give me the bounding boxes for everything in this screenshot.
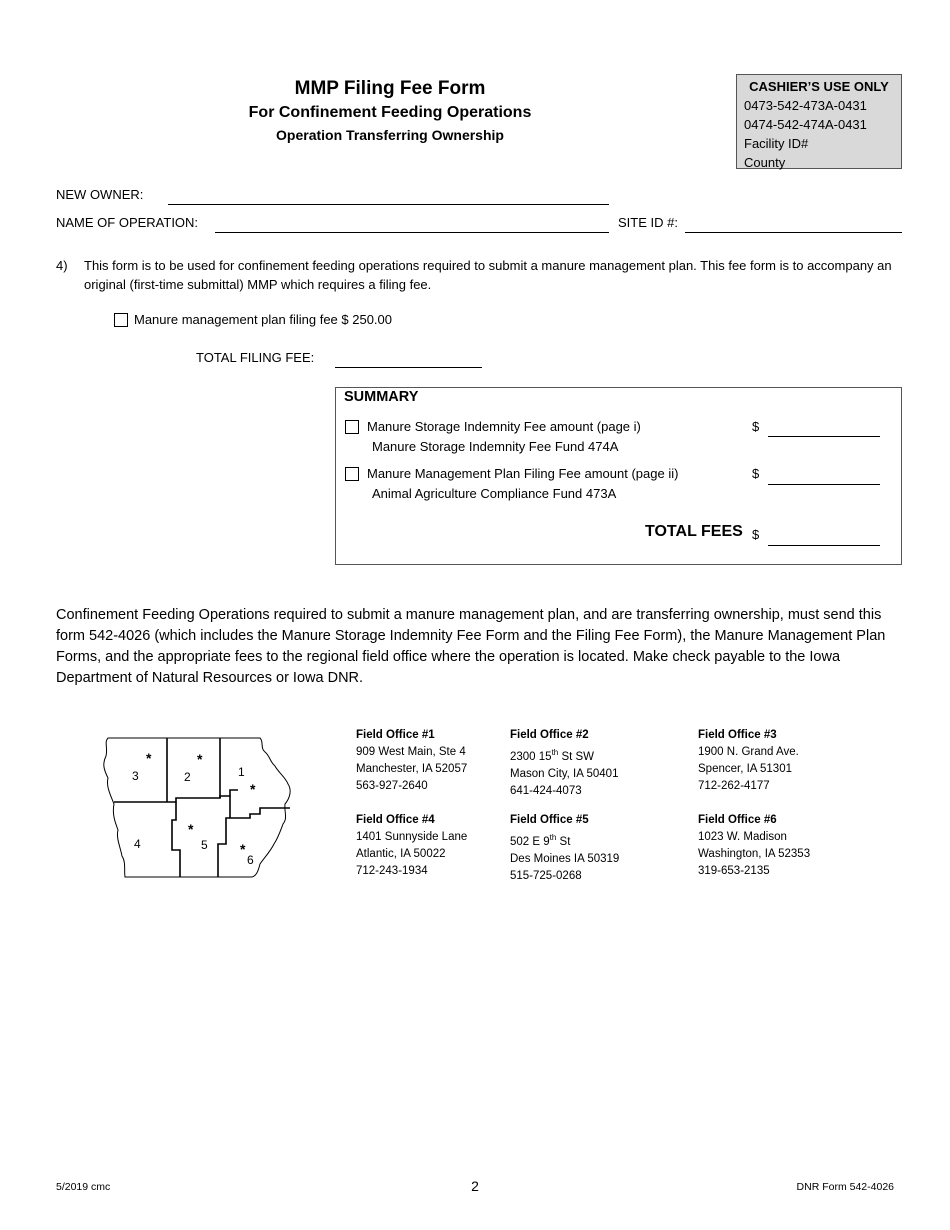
field-office-name: Field Office #3 — [698, 729, 777, 741]
footer-revision: 5/2019 cmc — [56, 1181, 111, 1193]
mmp-fee-amount-field[interactable] — [768, 484, 880, 485]
filing-fee-label: Manure management plan filing fee $ 250.00 — [134, 312, 393, 327]
field-office-phone: 712-262-4177 — [698, 780, 770, 792]
section-number: 4) — [56, 258, 68, 273]
mmp-fee-checkbox[interactable] — [345, 467, 359, 481]
footer-form-number: DNR Form 542-4026 — [796, 1181, 894, 1193]
summary-heading: SUMMARY — [344, 389, 419, 405]
region-label-4: 4 — [134, 837, 141, 851]
field-office-phone: 319-653-2135 — [698, 865, 770, 877]
field-office-city: Mason City, IA 50401 — [510, 767, 619, 780]
field-office-address: 1900 N. Grand Ave. — [698, 746, 799, 758]
field-office-phone: 641-424-4073 — [510, 784, 582, 797]
form-title: MMP Filing Fee Form — [294, 78, 486, 99]
compliance-fund-label: Animal Agriculture Compliance Fund 473A — [372, 486, 617, 501]
field-office-address: 1401 Sunnyside Lane — [356, 831, 468, 843]
field-office-city: Washington, IA 52353 — [698, 848, 811, 860]
region-border — [230, 796, 290, 818]
form-subtitle: For Confinement Feeding Operations — [248, 104, 532, 121]
region-border — [172, 802, 180, 877]
field-office-city: Des Moines IA 50319 — [510, 852, 620, 865]
site-id-label: SITE ID #: — [618, 215, 678, 230]
field-office-name: Field Office #1 — [356, 729, 435, 741]
dollar-sign: $ — [752, 466, 760, 481]
new-owner-field[interactable] — [168, 204, 609, 205]
field-office-name: Field Office #5 — [510, 814, 589, 826]
cashier-box — [736, 74, 902, 169]
total-filing-fee-field[interactable] — [335, 367, 482, 368]
dollar-sign: $ — [752, 419, 760, 434]
field-office-3 — [698, 727, 799, 795]
cashier-line: 0474-542-474A-0431 — [744, 117, 867, 132]
total-fees-label: TOTAL FEES — [645, 523, 743, 540]
field-office-address: 1023 W. Madison — [698, 831, 787, 843]
region-label-5: 5 — [201, 838, 208, 852]
operation-name-field[interactable] — [215, 232, 609, 233]
field-office-phone: 712-243-1934 — [356, 865, 428, 877]
field-office-1 — [356, 727, 467, 795]
field-office-name: Field Office #2 — [510, 729, 589, 741]
field-office-marker: * — [250, 781, 256, 797]
field-office-5 — [510, 812, 619, 885]
cashier-line: County — [744, 155, 786, 170]
form-subtitle-2: Operation Transferring Ownership — [276, 127, 504, 143]
cashier-line: 0473-542-473A-0431 — [744, 98, 867, 113]
field-office-marker: * — [197, 751, 203, 767]
field-office-phone: 515-725-0268 — [510, 869, 582, 882]
field-office-city: Spencer, IA 51301 — [698, 763, 792, 775]
indemnity-fee-label: Manure Storage Indemnity Fee amount (page i) — [367, 419, 641, 434]
indemnity-fund-label: Manure Storage Indemnity Fee Fund 474A — [372, 439, 619, 454]
total-fees-field[interactable] — [768, 545, 880, 546]
field-office-city: Manchester, IA 52057 — [356, 763, 468, 775]
field-office-4 — [356, 812, 467, 880]
indemnity-fee-checkbox[interactable] — [345, 420, 359, 434]
field-office-2 — [510, 727, 618, 800]
region-label-2: 2 — [184, 770, 191, 784]
mmp-fee-label: Manure Management Plan Filing Fee amount (page ii) — [367, 466, 679, 481]
operation-name-label: NAME OF OPERATION: — [56, 215, 199, 230]
region-label-6: 6 — [247, 853, 254, 867]
field-office-marker: * — [240, 841, 246, 857]
field-office-name: Field Office #6 — [698, 814, 777, 826]
field-office-6 — [698, 812, 810, 880]
field-office-city: Atlantic, IA 50022 — [356, 848, 446, 860]
filing-fee-checkbox[interactable] — [114, 313, 128, 327]
site-id-field[interactable] — [685, 232, 902, 233]
field-office-phone: 563-927-2640 — [356, 780, 428, 792]
field-office-marker: * — [188, 821, 194, 837]
page-number: 2 — [471, 1178, 479, 1194]
field-office-address: 502 E 9th St — [510, 833, 571, 848]
new-owner-label: NEW OWNER: — [56, 187, 144, 202]
cashier-heading: CASHIER’S USE ONLY — [749, 79, 889, 94]
region-label-3: 3 — [132, 769, 139, 783]
region-label-1: 1 — [238, 765, 245, 779]
cashier-line: Facility ID# — [744, 136, 809, 151]
field-office-address: 909 West Main, Ste 4 — [356, 746, 466, 758]
indemnity-fee-amount-field[interactable] — [768, 436, 880, 437]
region-border — [218, 818, 230, 877]
dollar-sign: $ — [752, 527, 760, 542]
instructions-paragraph: Confinement Feeding Operations required to submit a manure management plan, and are transferring ownership, must send this form 542-4026 (which includes the Manure Storage Indemnity Fee Form and the Filing Fee Form), the Manure Management Plan Forms, and the appropriate fees to the regional field office where the operation is located. Make check payable to the Iowa Department of Natural Resources or Iowa DNR. — [56, 607, 886, 686]
iowa-regions-map — [100, 734, 295, 880]
field-office-marker: * — [146, 750, 152, 766]
total-filing-fee-label: TOTAL FILING FEE: — [196, 350, 315, 365]
field-office-name: Field Office #4 — [356, 814, 435, 826]
field-office-address: 2300 15th St SW — [510, 748, 595, 763]
section-text: This form is to be used for confinement feeding operations required to submit a manure management plan. This fee form is to accompany an original (first-time submittal) MMP which requires a filing fee. — [84, 258, 892, 292]
